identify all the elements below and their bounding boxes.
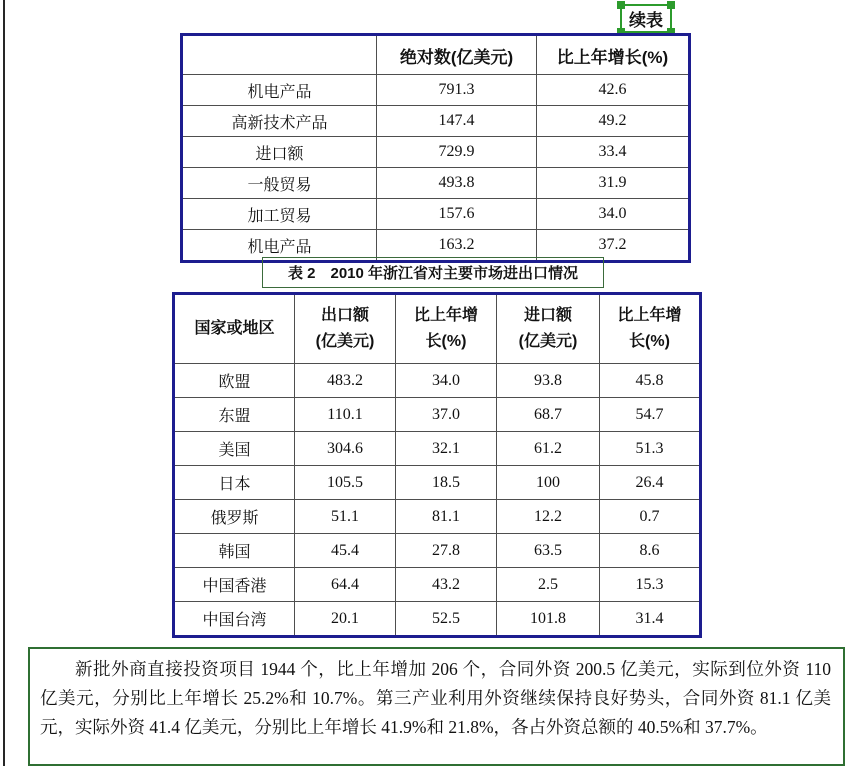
table-row [182, 137, 690, 168]
table1-header-blank [182, 35, 377, 75]
cell-export: 45.4 [295, 534, 396, 568]
table-row [182, 199, 690, 230]
page-left-rule [3, 0, 5, 766]
table-row [174, 500, 701, 534]
cell-growth: 49.2 [537, 106, 690, 137]
table1-header-absolute: 绝对数(亿美元) [377, 35, 537, 75]
cell-absolute: 157.6 [377, 199, 537, 230]
cell-export-growth: 37.0 [396, 398, 497, 432]
cell-export: 304.6 [295, 432, 396, 466]
cell-growth: 42.6 [537, 75, 690, 106]
cell-export: 483.2 [295, 364, 396, 398]
row-label: 加工贸易 [182, 199, 377, 230]
investment-paragraph-text: 新批外商直接投资项目 1944 个，比上年增加 206 个，合同外资 200.5 亿美元，实际到位外资 110 亿美元，分别比上年增长 25.2%和 10.7%。第三产业利用外资继续保持良好势头，合同外资 81.1 亿美元，实际外资 41.4 亿美元，分别比上年增长 41.9%和 21.8%，各占外资总额的 40.5%和 37.7%。 [40, 659, 831, 737]
table2-caption-text: 表 2 2010 年浙江省对主要市场进出口情况 [287, 265, 579, 282]
cell-import: 2.5 [497, 568, 600, 602]
row-label: 美国 [174, 432, 295, 466]
cell-export-growth: 18.5 [396, 466, 497, 500]
row-label: 日本 [174, 466, 295, 500]
row-label: 俄罗斯 [174, 500, 295, 534]
cell-import-growth: 26.4 [600, 466, 701, 500]
table2-header-export-growth: 比上年增 长(%) [396, 294, 497, 364]
cell-growth: 33.4 [537, 137, 690, 168]
cell-absolute: 729.9 [377, 137, 537, 168]
row-label: 一般贸易 [182, 168, 377, 199]
selection-box[interactable] [620, 4, 672, 33]
row-label: 韩国 [174, 534, 295, 568]
cell-import-growth: 8.6 [600, 534, 701, 568]
cell-absolute: 493.8 [377, 168, 537, 199]
row-label: 欧盟 [174, 364, 295, 398]
row-label: 机电产品 [182, 230, 377, 262]
cell-absolute: 147.4 [377, 106, 537, 137]
table-row [182, 106, 690, 137]
cell-import-growth: 31.4 [600, 602, 701, 637]
cell-export: 110.1 [295, 398, 396, 432]
cell-absolute: 791.3 [377, 75, 537, 106]
cell-export-growth: 27.8 [396, 534, 497, 568]
cell-import: 61.2 [497, 432, 600, 466]
cell-export: 64.4 [295, 568, 396, 602]
row-label: 东盟 [174, 398, 295, 432]
table-row [182, 75, 690, 106]
table-row [174, 364, 701, 398]
continued-table-label: 续表 [629, 11, 663, 30]
cell-import-growth: 15.3 [600, 568, 701, 602]
cell-export-growth: 34.0 [396, 364, 497, 398]
cell-export-growth: 52.5 [396, 602, 497, 637]
cell-export-growth: 43.2 [396, 568, 497, 602]
cell-export: 105.5 [295, 466, 396, 500]
table2-caption [262, 257, 604, 288]
cell-import: 63.5 [497, 534, 600, 568]
cell-growth: 31.9 [537, 168, 690, 199]
table2-header-import-growth: 比上年增 长(%) [600, 294, 701, 364]
selection-handle-nw[interactable] [617, 1, 625, 9]
row-label: 机电产品 [182, 75, 377, 106]
cell-export-growth: 81.1 [396, 500, 497, 534]
table-row [174, 432, 701, 466]
table-row [182, 168, 690, 199]
cell-import-growth: 45.8 [600, 364, 701, 398]
cell-growth: 34.0 [537, 199, 690, 230]
cell-export: 20.1 [295, 602, 396, 637]
row-label: 高新技术产品 [182, 106, 377, 137]
table-header-row [182, 35, 690, 75]
table-row [174, 398, 701, 432]
cell-absolute: 163.2 [377, 230, 537, 262]
table2-header-region: 国家或地区 [174, 294, 295, 364]
cell-growth: 37.2 [537, 230, 690, 262]
row-label: 进口额 [182, 137, 377, 168]
cell-import: 68.7 [497, 398, 600, 432]
selection-handle-ne[interactable] [667, 1, 675, 9]
table1-header-growth: 比上年增长(%) [537, 35, 690, 75]
cell-import: 12.2 [497, 500, 600, 534]
cell-export-growth: 32.1 [396, 432, 497, 466]
table-continued [180, 33, 691, 263]
investment-paragraph-box [28, 647, 845, 766]
table-markets [172, 292, 702, 638]
table-row [174, 466, 701, 500]
table-row [174, 602, 701, 637]
cell-import: 93.8 [497, 364, 600, 398]
table2-header-export: 出口额 (亿美元) [295, 294, 396, 364]
table-row [174, 568, 701, 602]
cell-export: 51.1 [295, 500, 396, 534]
cell-import-growth: 51.3 [600, 432, 701, 466]
table-header-row [174, 294, 701, 364]
table2-header-import: 进口额 (亿美元) [497, 294, 600, 364]
cell-import: 101.8 [497, 602, 600, 637]
row-label: 中国香港 [174, 568, 295, 602]
cell-import: 100 [497, 466, 600, 500]
row-label: 中国台湾 [174, 602, 295, 637]
cell-import-growth: 0.7 [600, 500, 701, 534]
table-row [174, 534, 701, 568]
cell-import-growth: 54.7 [600, 398, 701, 432]
